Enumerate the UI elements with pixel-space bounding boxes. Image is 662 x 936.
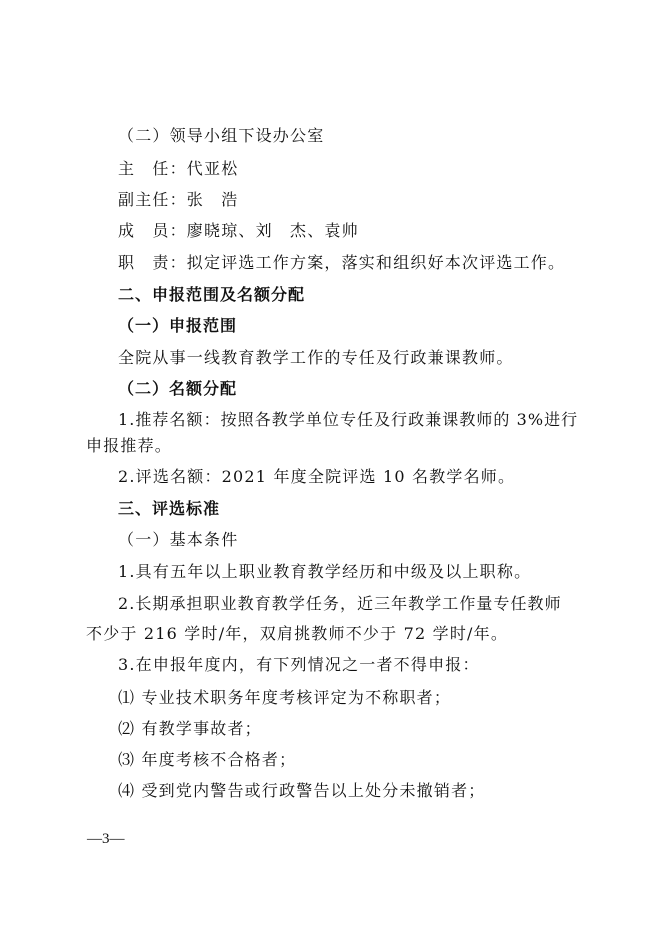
criteria-item-2: 2.长期承担职业教育教学任务，近三年教学工作量专任教师 <box>118 594 562 613</box>
quota-item-1: 1.推荐名额：按照各教学单位专任及行政兼课教师的 3%进行 <box>118 410 579 429</box>
scope-paragraph: 全院从事一线教育教学工作的专任及行政兼课教师。 <box>118 348 514 367</box>
subheading-basic: （一）基本条件 <box>118 530 239 549</box>
exclusion-item-3: ⑶ 年度考核不合格者； <box>118 750 297 769</box>
criteria-item-2-cont: 不少于 216 学时/年，双肩挑教师不少于 72 学时/年。 <box>86 624 509 643</box>
subheading-quota: （二）名额分配 <box>118 379 238 398</box>
deputy-director-line: 副主任：张 浩 <box>118 190 239 209</box>
director-line: 主 任：代亚松 <box>118 159 239 178</box>
section-heading-2: 二、申报范围及名额分配 <box>118 285 306 304</box>
page-number: —3— <box>87 831 125 847</box>
criteria-item-1: 1.具有五年以上职业教育教学经历和中级及以上职称。 <box>118 562 532 581</box>
quota-item-1-cont: 申报推荐。 <box>86 436 173 455</box>
quota-item-2: 2.评选名额：2021 年度全院评选 10 名教学名师。 <box>118 467 516 486</box>
criteria-item-3: 3.在申报年度内，有下列情况之一者不得申报： <box>118 655 480 674</box>
section-heading-3: 三、评选标准 <box>118 499 221 518</box>
subheading-scope: （一）申报范围 <box>118 316 238 335</box>
exclusion-item-4: ⑷ 受到党内警告或行政警告以上处分未撤销者； <box>118 781 486 800</box>
subheading-office: （二）领导小组下设办公室 <box>118 126 325 145</box>
members-line: 成 员：廖晓琼、刘 杰、袁帅 <box>118 221 359 240</box>
exclusion-item-1: ⑴ 专业技术职务年度考核评定为不称职者； <box>118 688 452 707</box>
exclusion-item-2: ⑵ 有教学事故者； <box>118 719 262 738</box>
duties-line: 职 责：拟定评选工作方案，落实和组织好本次评选工作。 <box>118 253 566 272</box>
